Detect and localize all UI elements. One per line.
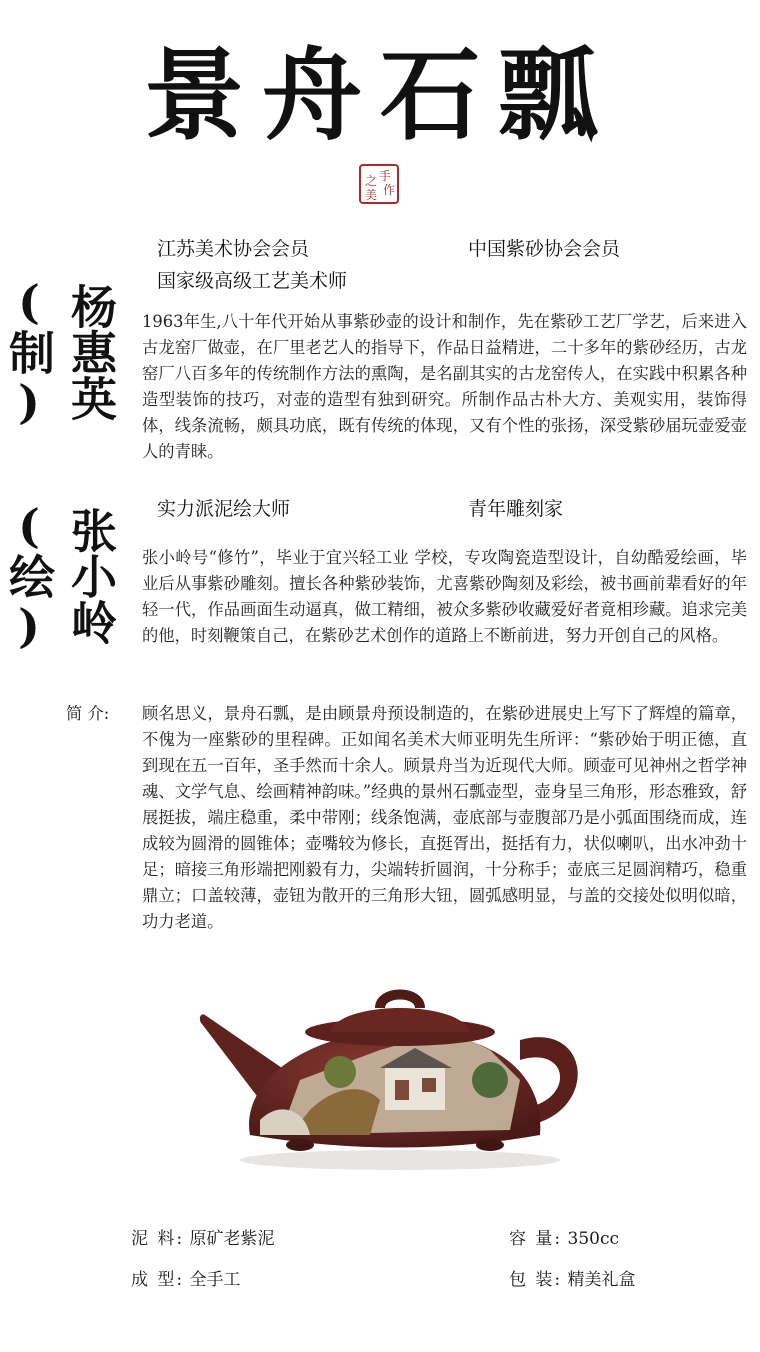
spec-label: 容 量: (509, 1229, 563, 1249)
maker-honor: 中国紫砂协会会员 (468, 238, 621, 260)
maker-name-vertical: 杨惠英(制) (2, 275, 118, 429)
spec-value: 原矿老紫泥 (189, 1229, 275, 1249)
seal-char: 美 (365, 188, 378, 202)
spec-label: 成 型: (131, 1270, 185, 1290)
seal-char: 之 (365, 174, 378, 188)
intro-text: 顾名思义，景舟石瓢，是由顾景舟预设制造的，在紫砂进展史上写下了辉煌的篇章，不傀为一座紫砂的里程碑。正如闻名美术大师亚明先生所评：“紫砂始于明正德，直到现在五一百年，圣手然而十余人。顾景舟当为近现代大师。顾壶可见神州之哲学神魂、文学气息、绘画精神韵味。”经典的景州石瓢壶型，壶身呈三角形，形态雅致，舒展挺拔，端庄稳重，柔中带刚；线条饱满，壶底部与壶腹部乃是小弧面围绕而成，连成较为圆滑的圆锥体；壶嘴较为修长，直挺胥出，挺括有力，状似喇叭，出水冲劲十足；暗接三角形端把刚毅有力，尖端转折圆润，十分称手；壶底三足圆润精巧，稳重鼎立；口盖较薄，壶钮为散开的三角形大钮，圆弧感明显，与盖的交接处似明似暗，功力老道。 (142, 704, 747, 931)
spec-forming (131, 1268, 241, 1292)
painter-name-vertical: 张小岭(绘) (2, 499, 118, 653)
spec-packaging (509, 1268, 636, 1292)
spec-label: 包 装: (509, 1270, 563, 1290)
artist-seal-stamp (359, 164, 399, 204)
painter-honor: 青年雕刻家 (468, 498, 564, 520)
maker-honor: 江苏美术协会会员 (157, 238, 310, 260)
spec-value: 350cc (567, 1229, 620, 1249)
spec-clay (131, 1227, 275, 1251)
maker-bio: 1963年生,八十年代开始从事紫砂壶的设计和制作，先在紫砂工艺厂学艺，后来进入古龙窑厂做壶，在厂里老艺人的指导下，作品日益精进，二十多年的紫砂经历，古龙窑厂八百多年的传统制作方法的熏陶，是名副其实的古龙窑传人，在实践中积累各种造型装饰的技巧，对壶的造型有独到研究。所制作品古朴大方、美观实用，装饰得体，线条流畅，颇具功底，既有传统的体现，又有个性的张扬，深受紫砂届玩壶爱壶人的青睐。 (142, 312, 747, 461)
painter-bio: 张小岭号“修竹”，毕业于宜兴轻工业 学校，专攻陶瓷造型设计，自幼酷爱绘画，毕业后从事紫砂雕刻。擅长各种紫砂装饰，尤喜紫砂陶刻及彩绘，被书画前辈看好的年轻一代，作品画面生动逼真，做工精细，被众多紫砂收藏爱好者竟相珍藏。追求完美的他，时刻鞭策自己，在紫砂艺术创作的道路上不断前进，努力开创自己的风格。 (142, 548, 747, 645)
teapot-image (190, 960, 610, 1180)
spec-capacity (509, 1227, 619, 1251)
page-title: 景舟石瓢 (144, 36, 616, 154)
spec-value: 全手工 (189, 1270, 241, 1290)
seal-char: 手 (379, 169, 392, 183)
seal-char: 作 (383, 183, 396, 197)
maker-honor: 国家级高级工艺美术师 (157, 270, 348, 292)
spec-value: 精美礼盒 (567, 1270, 636, 1290)
painter-honor: 实力派泥绘大师 (157, 498, 291, 520)
spec-label: 泥 料: (131, 1229, 185, 1249)
intro-label: 简 介: (66, 704, 110, 723)
